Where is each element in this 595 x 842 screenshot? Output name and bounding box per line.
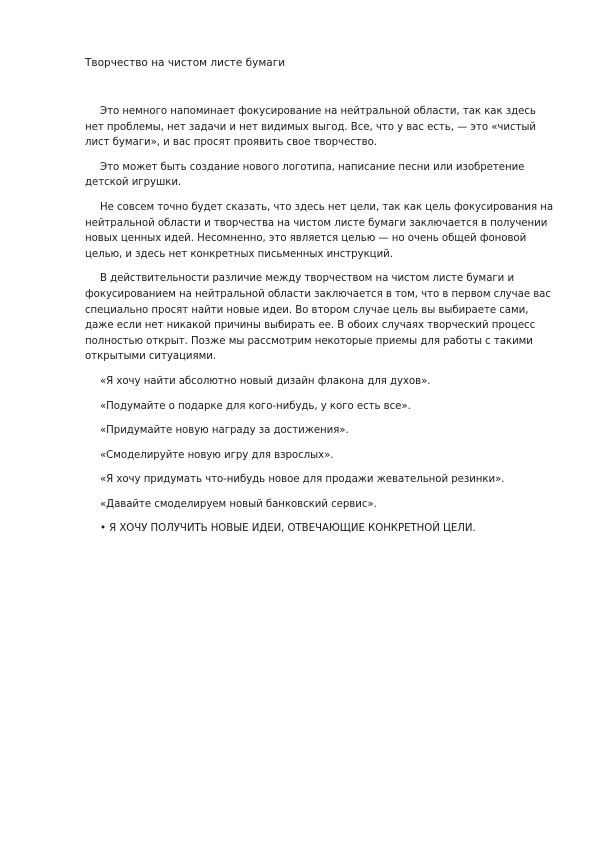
- document-title: Творчество на чистом листе бумаги: [85, 57, 286, 69]
- paragraph: Это немного напоминает фокусирование на нейтральной области, так как здесь нет проблемы, нет задачи и нет видимых выгод. Все, что у вас есть, — это «чистый лист бумаги», и вас просят проявить свое творчество.: [85, 106, 536, 149]
- example-quote: «Давайте смоделируем новый банковский сервис».: [100, 498, 377, 510]
- paragraph: Это может быть создание нового логотипа, написание песни или изобретение детской игрушки.: [85, 161, 525, 189]
- bullet-item: • Я ХОЧУ ПОЛУЧИТЬ НОВЫЕ ИДЕИ, ОТВЕЧАЮЩИЕ КОНКРЕТНОЙ ЦЕЛИ.: [100, 523, 476, 535]
- paragraph: В действительности различие между творчеством на чистом листе бумаги и фокусированием на нейтральной области заключается в том, что в первом случае вас специально просят найти новые идеи. Во втором случае цель вы выбираете сами, даже если нет никакой причины выбирать ее. В обоих случаях творческий процесс полностью открыт. Позже мы рассмотрим некоторые приемы для работы с такими открытыми ситуациями.: [85, 273, 551, 363]
- example-quote: «Я хочу придумать что-нибудь новое для продажи жевательной резинки».: [100, 474, 505, 486]
- example-quote: «Я хочу найти абсолютно новый дизайн флакона для духов».: [100, 375, 431, 387]
- example-quote: «Подумайте о подарке для кого-нибудь, у кого есть все».: [100, 400, 411, 412]
- example-quote: «Придумайте новую награду за достижения».: [100, 425, 349, 437]
- example-quote: «Смоделируйте новую игру для взрослых».: [100, 449, 334, 461]
- paragraph: Не совсем точно будет сказать, что здесь нет цели, так как цель фокусирования на нейтральной области и творчества на чистом листе бумаги заключается в получении новых ценных идей. Несомненно, это является целью — но очень общей фоновой целью, и здесь нет конкретных письменных инструкций.: [85, 201, 554, 260]
- document-body: [85, 104, 555, 537]
